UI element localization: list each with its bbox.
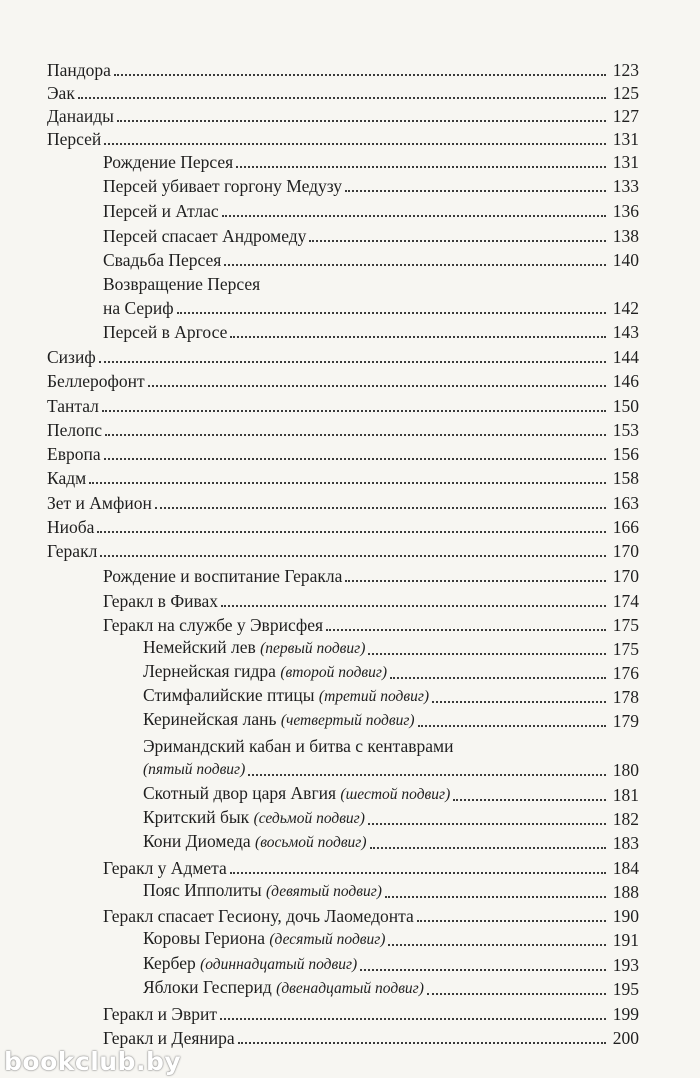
dot-leader xyxy=(385,895,606,898)
toc-page-number: 150 xyxy=(612,396,639,416)
toc-title-note: (третий подвиг) xyxy=(318,688,430,705)
toc-entry xyxy=(103,565,639,587)
toc-entry xyxy=(143,929,639,951)
toc-title: Европа xyxy=(47,444,101,464)
dot-leader xyxy=(102,409,606,412)
toc-page-number: 123 xyxy=(612,60,639,80)
toc-title: Свадьба Персея xyxy=(103,250,222,270)
dot-leader xyxy=(345,189,606,192)
toc-title-text: Коровы Гериона xyxy=(143,928,265,948)
dot-leader xyxy=(114,73,606,76)
toc-entry xyxy=(103,1027,639,1049)
toc-title-note: (двенадцатый подвиг) xyxy=(276,980,424,997)
toc-title-note: (десятый подвиг) xyxy=(269,931,386,948)
toc-page-number: 143 xyxy=(612,322,639,342)
toc-entry xyxy=(47,105,639,127)
toc-title-note: (первый подвиг) xyxy=(260,640,366,657)
toc-title: Кадм xyxy=(47,468,87,488)
toc-entry xyxy=(47,82,639,104)
toc-title: Пандора xyxy=(47,60,111,80)
toc-title xyxy=(143,927,385,951)
toc-title: Данаиды xyxy=(47,106,114,126)
toc-entry xyxy=(47,443,639,465)
toc-entry xyxy=(143,710,639,732)
toc-title: Геракл спасает Гесиону, дочь Лаомедонта xyxy=(103,906,414,926)
dot-leader xyxy=(236,165,606,168)
toc-title: Пелопс xyxy=(47,420,103,440)
toc-page-number: 179 xyxy=(612,711,639,731)
toc-title xyxy=(143,708,415,732)
toc-page-number: 153 xyxy=(612,420,639,440)
toc-title xyxy=(143,830,367,854)
toc-entry xyxy=(143,759,639,781)
toc-title xyxy=(143,684,429,708)
toc-page-number: 163 xyxy=(612,493,639,513)
dot-leader xyxy=(368,652,606,655)
toc-title-note: (шестой подвиг) xyxy=(340,786,451,803)
toc-page-number: 136 xyxy=(612,201,639,221)
toc-title xyxy=(143,660,387,684)
dot-leader xyxy=(388,943,606,946)
toc-title-note: (восьмой подвиг) xyxy=(255,834,367,851)
toc-entry xyxy=(143,638,639,660)
toc-title-text: Немейский лев xyxy=(143,637,256,657)
dot-leader xyxy=(432,700,606,703)
toc-page-number: 142 xyxy=(612,298,639,318)
toc-title: Геракл и Эврит xyxy=(103,1004,217,1024)
toc-title: Тантал xyxy=(47,396,99,416)
toc-page-number: 190 xyxy=(612,906,639,926)
toc-page-number: 144 xyxy=(612,347,639,367)
toc-title-note: (пятый подвиг) xyxy=(143,761,246,778)
toc-title: Эак xyxy=(47,83,75,103)
toc-entry xyxy=(103,151,639,173)
toc-title-text: Лернейская гидра xyxy=(143,661,276,681)
toc-page-number: 138 xyxy=(612,226,639,246)
toc-title xyxy=(143,879,382,903)
toc-title-text: Кербер xyxy=(143,953,196,973)
toc-title xyxy=(143,757,245,781)
dot-leader xyxy=(104,142,606,145)
toc-page-number: 178 xyxy=(612,687,639,707)
toc-page-number: 195 xyxy=(612,979,639,999)
watermark: bookclub.by xyxy=(4,1047,182,1076)
toc-title: Персей спасает Андромеду xyxy=(103,226,307,246)
dot-leader xyxy=(417,919,606,922)
toc-page-number: 200 xyxy=(612,1028,639,1048)
toc-title: Геракл и Деянира xyxy=(103,1028,235,1048)
toc-title-text: Скотный двор царя Авгия xyxy=(143,783,337,803)
dot-leader xyxy=(370,846,606,849)
toc-title: Сизиф xyxy=(47,347,96,367)
toc-title: Геракл на службе у Эврисфея xyxy=(103,615,324,635)
toc-page-number: 199 xyxy=(612,1004,639,1024)
toc-title: Ниоба xyxy=(47,517,95,537)
toc-page-number: 156 xyxy=(612,444,639,464)
toc-entry xyxy=(47,419,639,441)
toc-title: Рождение и воспитание Геракла xyxy=(103,566,343,586)
toc-entry xyxy=(47,492,639,514)
dot-leader xyxy=(326,628,606,631)
toc-title-text: Критский бык xyxy=(143,807,250,827)
toc-title xyxy=(143,806,365,830)
toc-page-number: 184 xyxy=(612,858,639,878)
toc-title xyxy=(143,782,450,806)
toc-page-number: 170 xyxy=(612,541,639,561)
dot-leader xyxy=(427,992,606,995)
toc-title-note: (седьмой подвиг) xyxy=(253,810,365,827)
toc-entry xyxy=(103,175,639,197)
toc-title: Персей убивает горгону Медузу xyxy=(103,176,343,196)
toc-entry xyxy=(143,832,639,854)
dot-leader xyxy=(97,530,606,533)
toc-entry xyxy=(143,808,639,830)
dot-leader xyxy=(390,676,606,679)
toc-entry xyxy=(103,321,639,343)
dot-leader xyxy=(248,773,606,776)
toc-entry xyxy=(47,59,639,81)
toc-page-number: 158 xyxy=(612,468,639,488)
toc-page-number: 183 xyxy=(612,833,639,853)
toc-page-number: 188 xyxy=(612,882,639,902)
toc-entry xyxy=(143,784,639,806)
toc-page-number: 193 xyxy=(612,955,639,975)
toc-title-note: (одиннадцатый подвиг) xyxy=(200,956,358,973)
toc-title-note: (девятый подвиг) xyxy=(266,883,382,900)
toc-entry xyxy=(103,225,639,247)
toc-entry xyxy=(103,614,639,636)
toc-title: Геракл у Адмета xyxy=(103,858,227,878)
toc-entry xyxy=(47,346,639,368)
dot-leader xyxy=(177,311,606,314)
toc-page-number: 180 xyxy=(612,760,639,780)
toc-title-text: Яблоки Гесперид xyxy=(143,977,272,997)
toc-title xyxy=(143,952,357,976)
toc-title: на Сериф xyxy=(103,298,174,318)
toc-entry xyxy=(143,662,639,684)
dot-leader xyxy=(238,1041,606,1044)
toc-entry xyxy=(103,905,639,927)
dot-leader xyxy=(155,506,606,509)
toc-entry xyxy=(47,128,639,150)
dot-leader xyxy=(99,360,606,363)
dot-leader xyxy=(345,579,606,582)
dot-leader xyxy=(230,871,606,874)
dot-leader xyxy=(309,239,606,242)
toc-page-number: 131 xyxy=(612,152,639,172)
dot-leader xyxy=(89,481,606,484)
toc-title-note: (второй подвиг) xyxy=(280,664,388,681)
toc-entry xyxy=(103,1003,639,1025)
toc-title xyxy=(143,976,424,1000)
toc-title: Зет и Амфион xyxy=(47,493,152,513)
toc-title: Геракл xyxy=(47,541,98,561)
dot-leader xyxy=(117,119,606,122)
toc-page-number: 176 xyxy=(612,663,639,683)
toc-title: Беллерофонт xyxy=(47,371,145,391)
toc-title xyxy=(143,636,365,660)
toc-title-line1: Возвращение Персея xyxy=(103,274,261,294)
toc-page-number: 181 xyxy=(612,785,639,805)
toc-title-note: (четвертый подвиг) xyxy=(280,712,415,729)
toc-title: Персей xyxy=(47,129,102,149)
dot-leader xyxy=(418,724,606,727)
toc-title: Рождение Персея xyxy=(103,152,234,172)
toc-page-number: 175 xyxy=(612,615,639,635)
dot-leader xyxy=(221,604,606,607)
dot-leader xyxy=(453,798,606,801)
toc-title: Персей в Аргосе xyxy=(103,322,228,342)
dot-leader xyxy=(368,822,606,825)
toc-entry xyxy=(47,395,639,417)
toc-entry xyxy=(103,249,639,271)
toc-entry xyxy=(143,686,639,708)
toc-title: Геракл в Фивах xyxy=(103,591,219,611)
toc-title-text: Керинейская лань xyxy=(143,709,277,729)
toc-page-number: 146 xyxy=(612,371,639,391)
dot-leader xyxy=(105,433,606,436)
dot-leader xyxy=(104,457,606,460)
toc-page-number: 175 xyxy=(612,639,639,659)
toc-entry xyxy=(47,370,639,392)
toc-title-text: Стимфалийские птицы xyxy=(143,685,315,705)
toc-page-number: 170 xyxy=(612,566,639,586)
dot-leader xyxy=(78,96,606,99)
toc-entry xyxy=(103,297,639,319)
toc-entry xyxy=(103,590,639,612)
toc-page-number: 166 xyxy=(612,517,639,537)
toc-entry xyxy=(143,881,639,903)
toc-page-number: 182 xyxy=(612,809,639,829)
toc-page-number: 191 xyxy=(612,930,639,950)
toc-page-number: 131 xyxy=(612,129,639,149)
toc-page-number: 174 xyxy=(612,591,639,611)
toc-page-number: 133 xyxy=(612,176,639,196)
toc-title-text: Пояс Ипполиты xyxy=(143,880,262,900)
toc-title: Персей и Атлас xyxy=(103,201,219,221)
toc-page-number: 140 xyxy=(612,250,639,270)
toc-entry xyxy=(47,540,639,562)
toc-entry xyxy=(103,200,639,222)
dot-leader xyxy=(148,384,606,387)
dot-leader xyxy=(220,1017,606,1020)
toc-title-line1: Эримандский кабан и битва с кентаврами xyxy=(143,736,454,756)
dot-leader xyxy=(360,968,606,971)
toc-entry xyxy=(47,467,639,489)
dot-leader xyxy=(224,263,606,266)
toc-title-text: Кони Диомеда xyxy=(143,831,251,851)
toc-entry xyxy=(143,954,639,976)
toc-page-number: 125 xyxy=(612,83,639,103)
dot-leader xyxy=(100,554,606,557)
toc-entry xyxy=(47,516,639,538)
toc-entry xyxy=(103,857,639,879)
toc-entry xyxy=(143,978,639,1000)
dot-leader xyxy=(222,214,606,217)
dot-leader xyxy=(230,335,606,338)
toc-page-number: 127 xyxy=(612,106,639,126)
